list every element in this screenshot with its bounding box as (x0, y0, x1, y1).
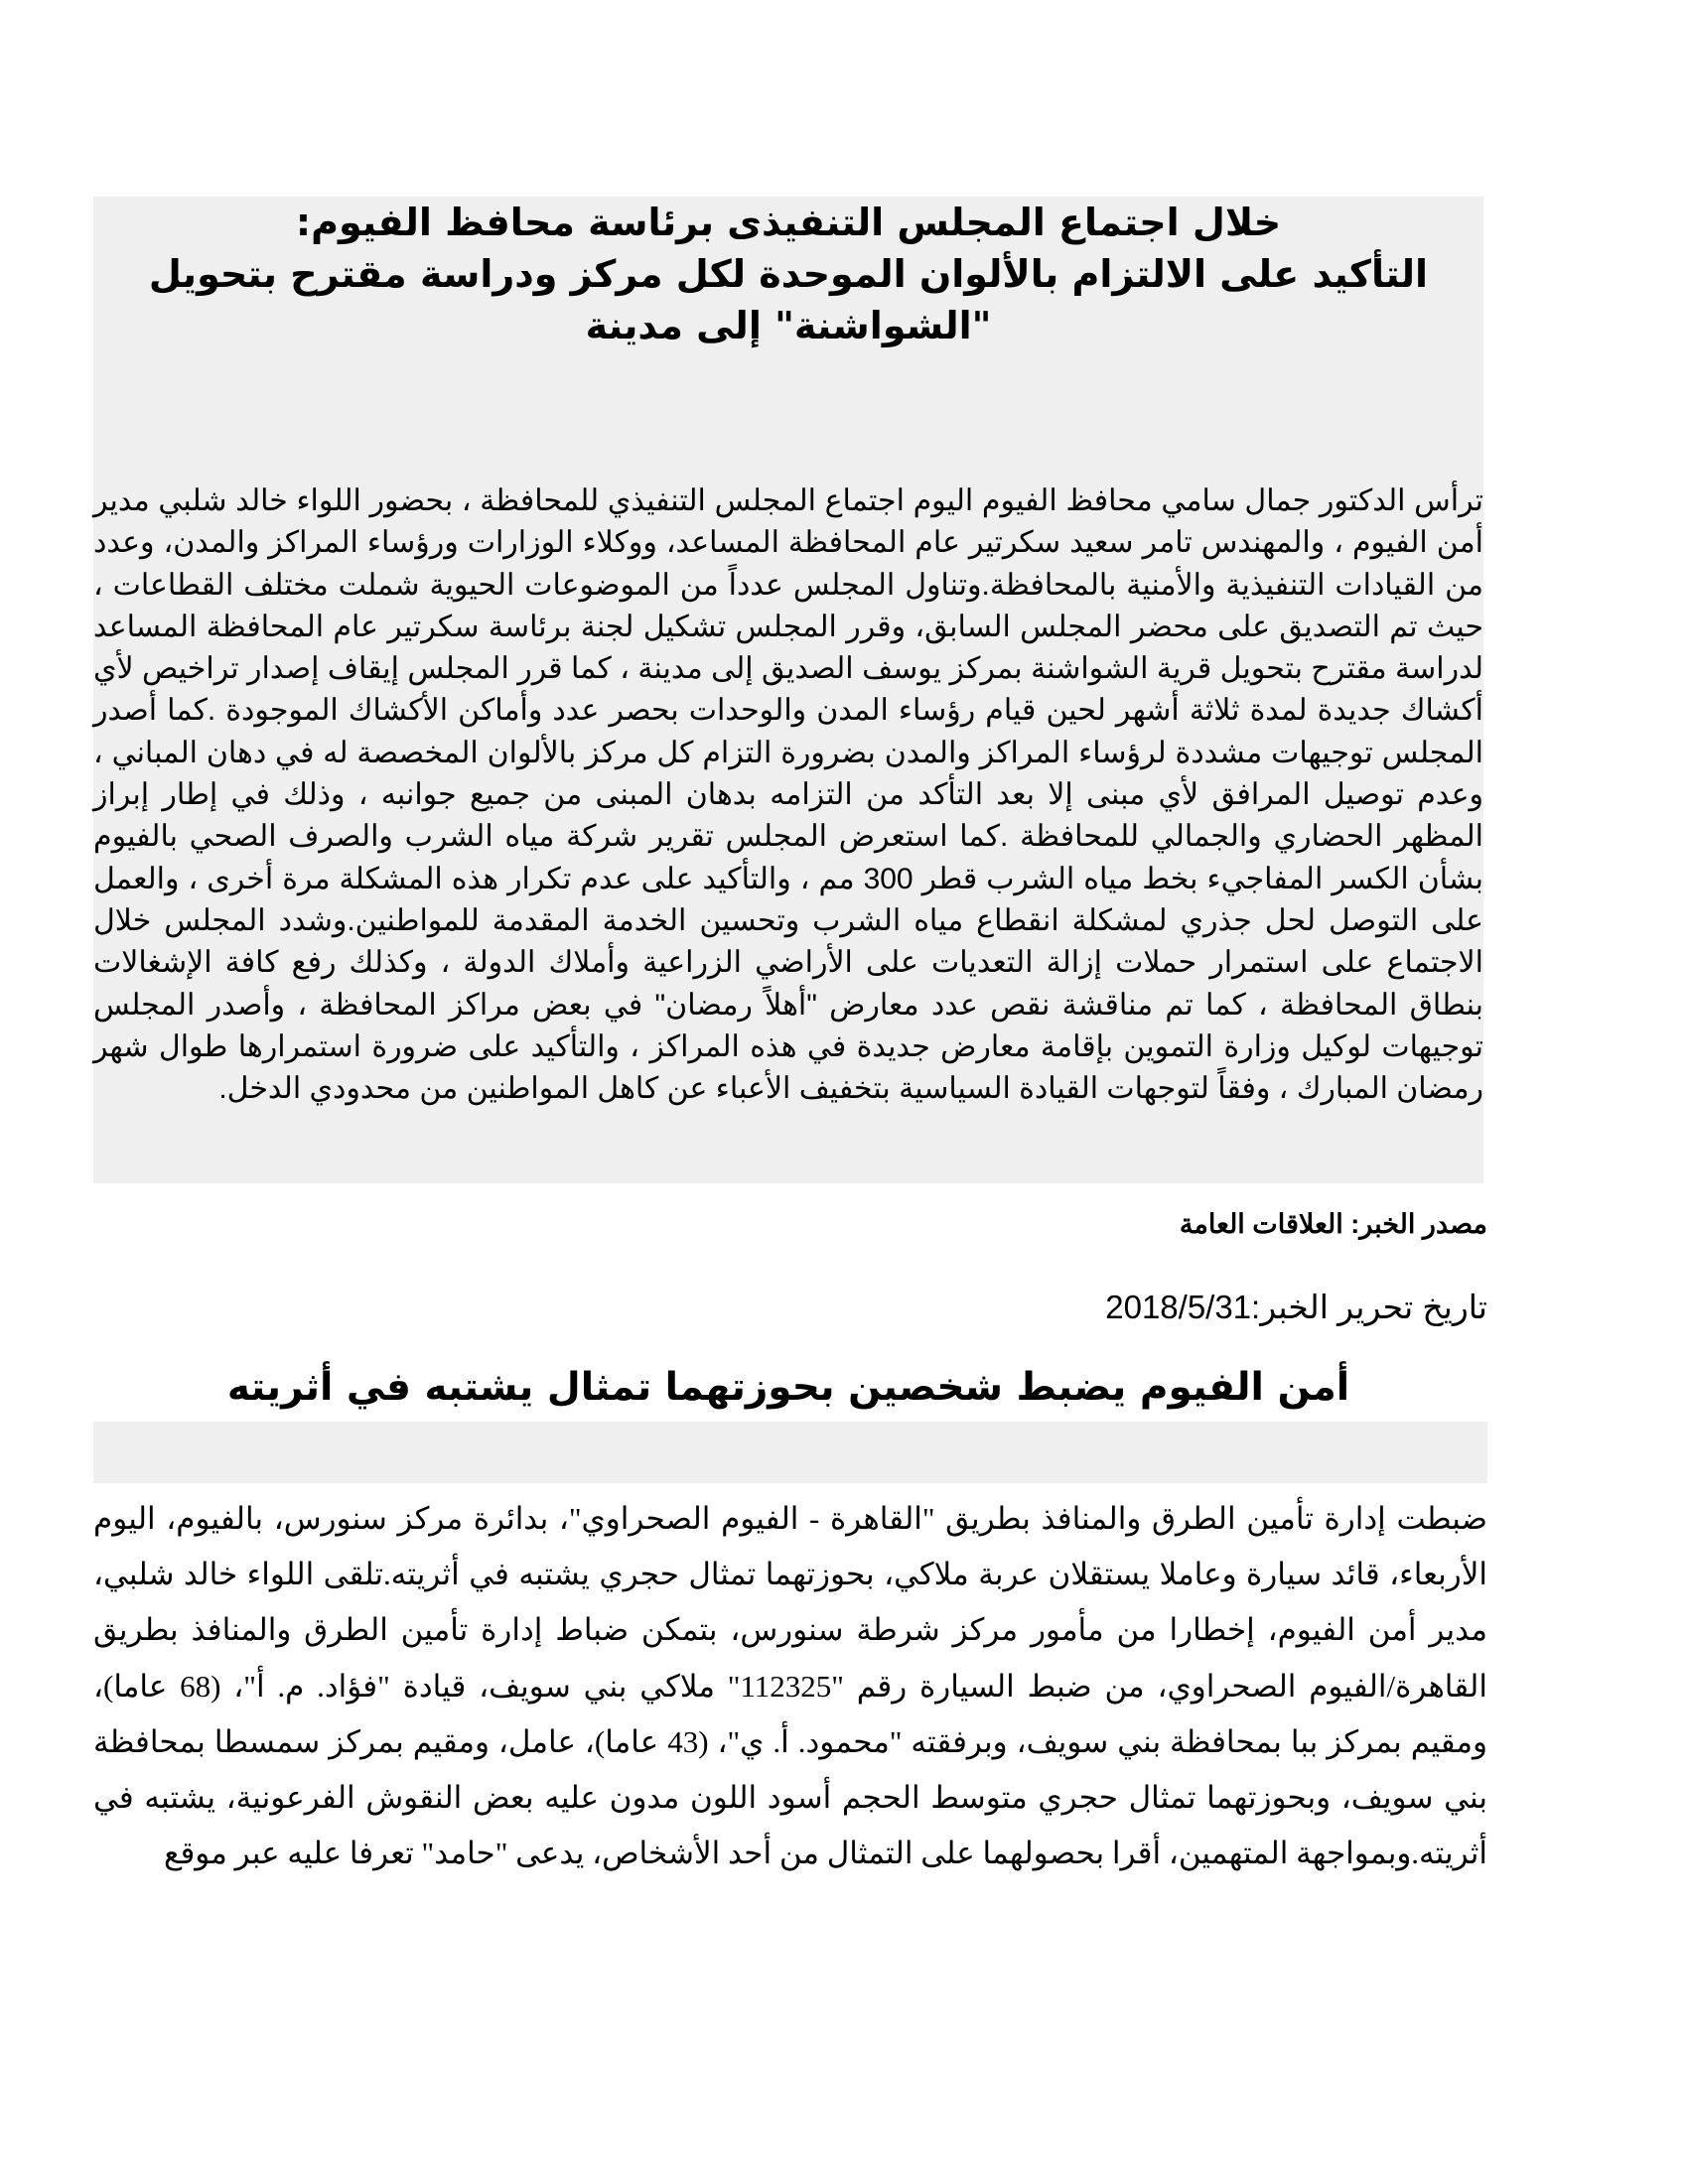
article1-body-block (93, 463, 1483, 1183)
news-date-line: تاريخ تحرير الخبر:2018/5/31 (1105, 1289, 1487, 1325)
article1-heading-block (93, 197, 1483, 463)
article1-title-line2: التأكيد على الالتزام بالألوان الموحدة لكل مركز ودراسة مقترح بتحويل "الشواشنة" إلى مدينة (148, 252, 1429, 347)
article2-highlight-band (93, 1422, 1487, 1483)
news-source-line: مصدر الخبر: العلاقات العامة (1179, 1209, 1487, 1239)
article2-body-text: ضبطت إدارة تأمين الطرق والمنافذ بطريق "القاهرة - الفيوم الصحراوي"، بدائرة مركز سنورس، بالفيوم، اليوم الأربعاء، قائد سيارة وعاملا يستقلان عربة ملاكي، بحوزتهما تمثال حجري يشتبه في أثريته.تلقى اللواء خالد شلبي، مدير أمن الفيوم، إخطارا من مأمور مركز شرطة سنورس، بتمكن ضباط إدارة تأمين الطرق والمنافذ بطريق القاهرة/الفيوم الصحراوي، من ضبط السيارة رقم "112325" ملاكي بني سويف، قيادة "فؤاد. م. أ"، (68 عاما)، ومقيم بمركز ببا بمحافظة بني سويف، وبرفقته "محمود. أ. ي"، (43 عاما)، عامل، ومقيم بمركز سمسطا بمحافظة بني سويف، وبحوزتهما تمثال حجري متوسط الحجم أسود اللون مدون عليه بعض النقوش الفرعونية، يشتبه في أثريته.وبمواجهة المتهمين، أقرا بحصولهما على التمثال من أحد الأشخاص، يدعى "حامد" تعرفا عليه عبر موقع (93, 1501, 1487, 1871)
article1-title-line1: خلال اجتماع المجلس التنفيذى برئاسة محافظ الفيوم: (295, 201, 1282, 244)
article1-body-text: ترأس الدكتور جمال سامي محافظ الفيوم اليوم اجتماع المجلس التنفيذي للمحافظة ، بحضور اللواء خالد شلبي مدير أمن الفيوم ، والمهندس تامر سعيد سكرتير عام المحافظة المساعد، ووكلاء الوزارات ورؤساء المراكز والمدن، وعدد من القيادات التنفيذية والأمنية بالمحافظة.وتناول المجلس عدداً من الموضوعات الحيوية شملت مختلف القطاعات ، حيث تم التصديق على محضر المجلس السابق، وقرر المجلس تشكيل لجنة برئاسة سكرتير عام المحافظة المساعد لدراسة مقترح بتحويل قرية الشواشنة بمركز يوسف الصديق إلى مدينة ، كما قرر المجلس إيقاف إصدار تراخيص لأي أكشاك جديدة لمدة ثلاثة أشهر لحين قيام رؤساء المدن والوحدات بحصر عدد وأماكن الأكشاك الموجودة .كما أصدر المجلس توجيهات مشددة لرؤساء المراكز والمدن بضرورة التزام كل مركز بالألوان المخصصة له في دهان المباني ، وعدم توصيل المرافق لأي مبنى إلا بعد التأكد من التزامه بدهان المبنى من جميع جوانبه ، وذلك في إطار إبراز المظهر الحضاري والجمالي للمحافظة .كما استعرض المجلس تقرير شركة مياه الشرب والصرف الصحي بالفيوم بشأن الكسر المفاجيء بخط مياه الشرب قطر 300 مم ، والتأكيد على عدم تكرار هذه المشكلة مرة أخرى ، والعمل على التوصل لحل جذري لمشكلة انقطاع مياه الشرب وتحسين الخدمة المقدمة للمواطنين.وشدد المجلس خلال الاجتماع على استمرار حملات إزالة التعديات على الأراضي الزراعية وأملاك الدولة ، وكذلك رفع كافة الإشغالات بنطاق المحافظة ، كما تم مناقشة نقص عدد معارض "أهلاً رمضان" في بعض مراكز المحافظة ، وأصدر المجلس توجيهات لوكيل وزارة التموين بإقامة معارض جديدة في هذه المراكز ، والتأكيد على ضرورة استمرارها طوال شهر رمضان المبارك ، وفقاً لتوجهات القيادة السياسية بتخفيف الأعباء عن كاهل المواطنين من محدودي الدخل. (93, 484, 1483, 1106)
article2-title: أمن الفيوم يضبط شخصين بحوزتهما تمثال يشتبه في أثريته (226, 1365, 1350, 1410)
